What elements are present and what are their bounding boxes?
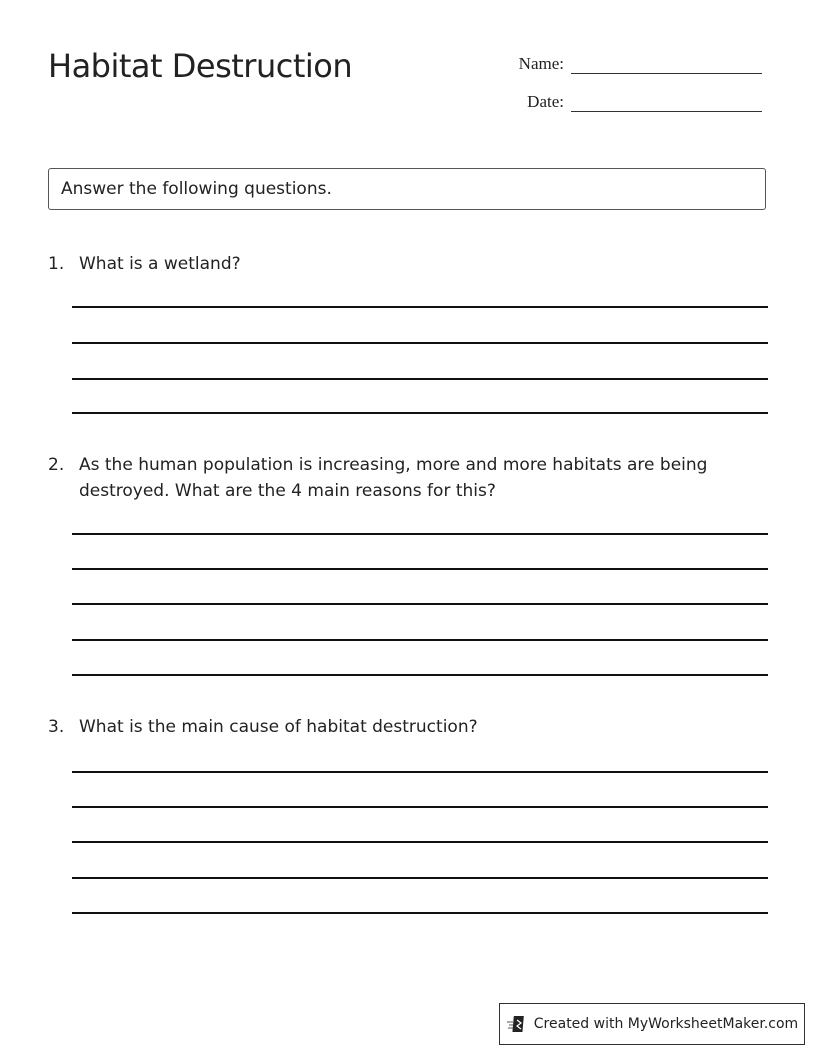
- question-1: [48, 251, 768, 277]
- footer-text: Created with MyWorksheetMaker.com: [533, 1016, 799, 1032]
- question-number: 1.: [48, 254, 65, 274]
- answer-line[interactable]: [72, 412, 768, 414]
- answer-line[interactable]: [72, 568, 768, 570]
- name-label: Name:: [518, 54, 564, 73]
- page-title: Habitat Destruction: [48, 47, 353, 85]
- answer-line[interactable]: [72, 306, 768, 308]
- worksheet-maker-logo-icon: [506, 1014, 528, 1034]
- instructions-text: Answer the following questions.: [61, 179, 332, 199]
- date-field: [504, 92, 762, 112]
- answer-line[interactable]: [72, 639, 768, 641]
- name-field: [504, 54, 762, 74]
- question-number: 2.: [48, 455, 65, 475]
- question-3: [48, 714, 768, 740]
- answer-line[interactable]: [72, 603, 768, 605]
- answer-line[interactable]: [72, 877, 768, 879]
- question-number: 3.: [48, 717, 65, 737]
- question-2: [48, 452, 768, 504]
- date-input-line[interactable]: [571, 93, 762, 112]
- answer-line[interactable]: [72, 378, 768, 380]
- answer-line[interactable]: [72, 342, 768, 344]
- instructions-box: [48, 168, 766, 210]
- answer-line[interactable]: [72, 771, 768, 773]
- question-text: What is a wetland?: [79, 254, 241, 274]
- answer-line[interactable]: [72, 841, 768, 843]
- answer-line[interactable]: [72, 806, 768, 808]
- answer-line[interactable]: [72, 533, 768, 535]
- date-label: Date:: [527, 92, 564, 111]
- question-text: What is the main cause of habitat destruction?: [79, 717, 478, 737]
- answer-line[interactable]: [72, 912, 768, 914]
- footer-credit[interactable]: [499, 1003, 805, 1045]
- name-input-line[interactable]: [571, 55, 762, 74]
- answer-line[interactable]: [72, 674, 768, 676]
- question-text: As the human population is increasing, more and more habitats are being destroyed. What are the 4 main reasons for this?: [79, 455, 708, 501]
